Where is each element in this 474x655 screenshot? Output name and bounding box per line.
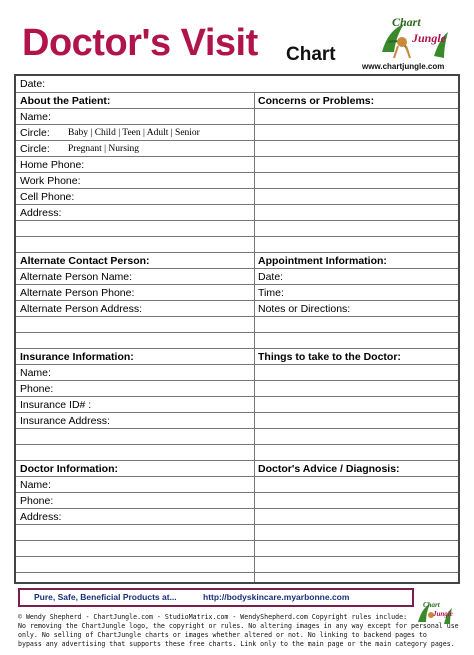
appt-date-label: Date: [258,271,284,283]
copyright-line: only. No selling of ChartJungle charts or images whether altered or not. No linking to backend pages to [18,631,427,639]
date-label: Date: [20,78,46,90]
ins-id-label: Insurance ID# : [20,399,92,411]
circle-age-options: Baby | Child | Teen | Adult | Senior [68,128,200,138]
concerns-heading: Concerns or Problems: [258,95,375,107]
alt-address-label: Alternate Person Address: [20,303,142,315]
chart-subtitle: Chart [286,44,336,65]
form-row [16,172,458,188]
form-row [16,252,458,268]
notes-label: Notes or Directions: [258,303,351,315]
form-row [16,140,458,156]
small-logo-text-bottom: Jungle [433,610,453,618]
home-phone-label: Home Phone: [20,159,85,171]
ins-address-label: Insurance Address: [20,415,110,427]
ins-phone-label: Phone: [20,383,54,395]
form-row [16,236,458,252]
copyright-line: No removing the ChartJungle logo, the copyright or rules. No altering images in any way except for personal use [18,622,459,630]
small-logo-text-top: Chart [423,601,440,609]
form-row [16,348,458,364]
column-divider [254,92,255,582]
form-row [16,316,458,332]
alt-contact-heading: Alternate Contact Person: [20,255,150,267]
form-row [16,204,458,220]
doc-phone-label: Phone: [20,495,54,507]
form-row [16,92,458,108]
ins-name-label: Name: [20,367,51,379]
appointment-heading: Appointment Information: [258,255,387,267]
form-row [16,188,458,204]
promo-text: Pure, Safe, Beneficial Products at... [34,592,177,602]
form-row [16,428,458,444]
doc-address-label: Address: [20,511,62,523]
form-row [16,508,458,524]
form-row [16,108,458,124]
circle-status-options: Pregnant | Nursing [68,144,140,154]
form-row [16,332,458,348]
circle-label: Circle: [20,127,50,139]
promo-link[interactable]: http://bodyskincare.myarbonne.com [203,592,350,602]
about-patient-heading: About the Patient: [20,95,111,107]
name-label: Name: [20,111,51,123]
form-row [16,364,458,380]
form-row [16,412,458,428]
form-row [16,220,458,236]
chartjungle-logo [374,12,452,62]
cell-phone-label: Cell Phone: [20,191,75,203]
work-phone-label: Work Phone: [20,175,81,187]
promo-box [18,588,414,607]
form-row [16,492,458,508]
address-label: Address: [20,207,62,219]
form-row [16,444,458,460]
circle-label: Circle: [20,143,50,155]
doc-name-label: Name: [20,479,51,491]
logo-text-top: Chart [392,15,421,29]
form-row [16,556,458,572]
form-row [16,380,458,396]
form-row [16,156,458,172]
form-row [16,572,458,588]
form-row [16,460,458,476]
form-row [16,124,458,140]
appt-time-label: Time: [258,287,284,299]
alt-phone-label: Alternate Person Phone: [20,287,135,299]
form-frame [14,74,460,584]
copyright-line: bypass any advertising that supports these free charts. Link only to the main page or the main category pages. [18,640,455,648]
form-row [16,284,458,300]
form-row [16,396,458,412]
form-row [16,524,458,540]
things-heading: Things to take to the Doctor: [258,351,401,363]
form-row [16,540,458,556]
form-row [16,476,458,492]
doctor-heading: Doctor Information: [20,463,118,475]
copyright-line: © Wendy Shepherd - ChartJungle.com - StudioMatrix.com - WendyShepherd.com Copyright rules include: [18,613,408,621]
alt-name-label: Alternate Person Name: [20,271,133,283]
date-row [16,76,458,92]
form-row [16,268,458,284]
logo-text-bottom: Jungle [412,31,447,45]
form-row [16,300,458,316]
chart-title: Doctor's Visit [22,22,258,64]
advice-heading: Doctor's Advice / Diagnosis: [258,463,400,475]
insurance-heading: Insurance Information: [20,351,134,363]
logo-url[interactable]: www.chartjungle.com [362,62,445,71]
